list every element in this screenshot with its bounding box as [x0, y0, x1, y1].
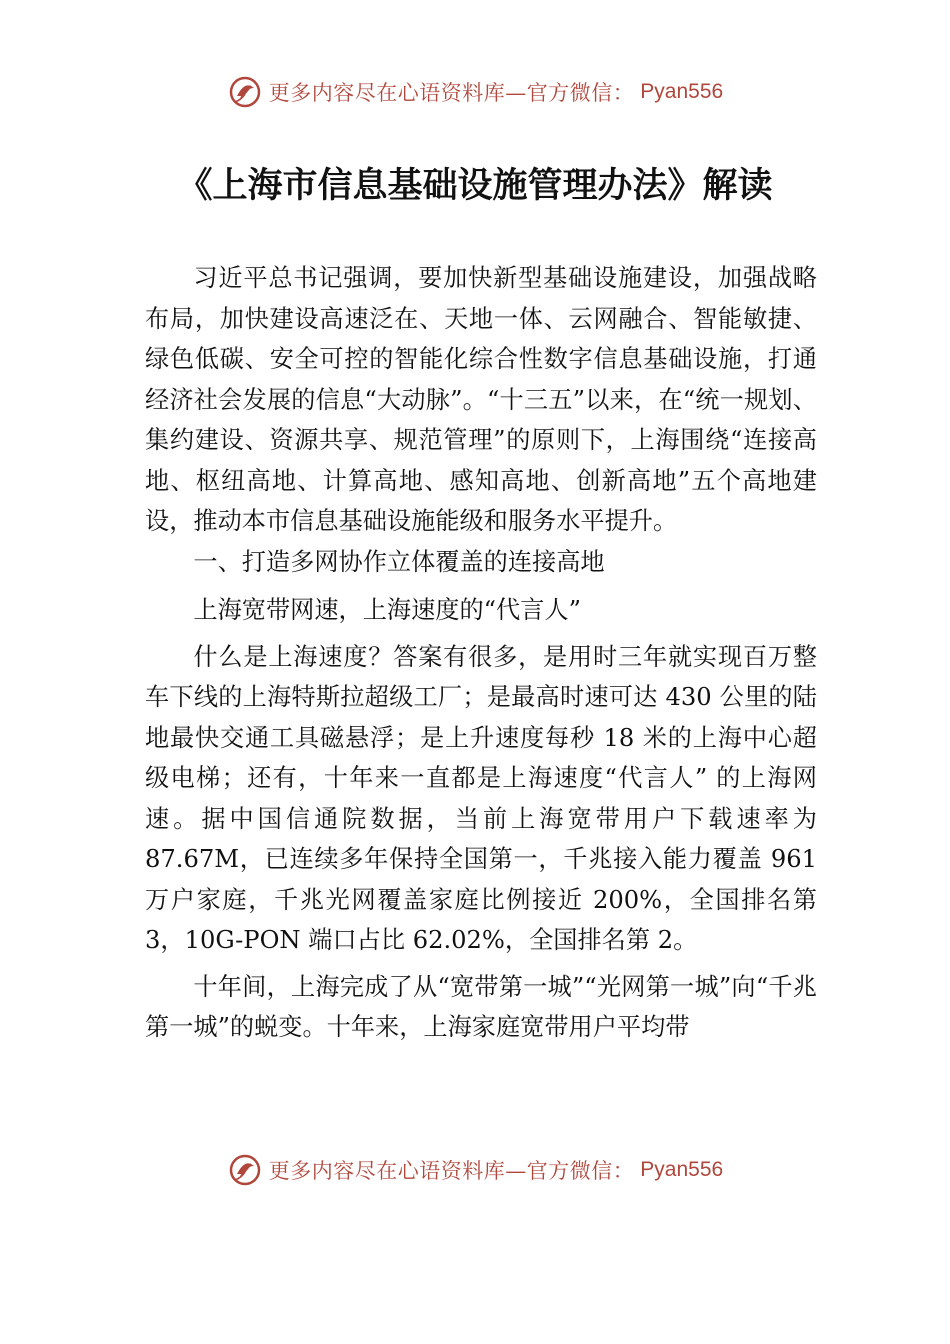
section-heading: 一、打造多网协作立体覆盖的连接高地 — [193, 547, 605, 576]
banner-text: 更多内容尽在心语资料库—官方微信： — [268, 81, 635, 105]
header-banner — [0, 72, 950, 112]
subheading: 上海宽带网速，上海速度的“代言人” — [193, 596, 581, 624]
banner-wechat-id: Pyan556 — [640, 80, 724, 103]
rose-logo-icon — [227, 74, 263, 110]
paragraph: 十年间，上海完成了从“宽带第一城”“光网第一城”向“千兆第一城”的蜕变。十年来，上海家庭宽带用户平均带 — [145, 972, 817, 1041]
footer-banner — [0, 1150, 950, 1190]
rose-logo-icon — [227, 1152, 263, 1188]
paragraph: 什么是上海速度？答案有很多，是用时三年就实现百万整车下线的上海特斯拉超级工厂；是最高时速可达 430 公里的陆地最快交通工具磁悬浮；是上升速度每秒 18 米的上海中心超级电梯；还有，十年来一直都是上海速度“代言人” 的上海网速。据中国信通院数据，当前上海宽带用户下载速率为 87.67M，已连续多年保持全国第一，千兆接入能力覆盖 961 万户家庭，千兆光网覆盖家庭比例接近 200%，全国排名第 3，10G-PON 端口占比 62.02%，全国排名第 2。 — [145, 642, 817, 954]
document-title: 《上海市信息基础设施管理办法》解读 — [177, 165, 773, 206]
banner-wechat-id: Pyan556 — [640, 1158, 724, 1181]
paragraph: 习近平总书记强调，要加快新型基础设施建设，加强战略布局，加快建设高速泛在、天地一体、云网融合、智能敏捷、绿色低碳、安全可控的智能化综合性数字信息基础设施，打通经济社会发展的信息“大动脉”。“十三五”以来，在“统一规划、集约建设、资源共享、规范管理”的原则下，上海围绕“连接高地、枢纽高地、计算高地、感知高地、创新高地”五个高地建设，推动本市信息基础设施能级和服务水平提升。 — [145, 264, 817, 535]
document-body — [145, 258, 817, 1048]
banner-text: 更多内容尽在心语资料库—官方微信： — [268, 1159, 635, 1183]
